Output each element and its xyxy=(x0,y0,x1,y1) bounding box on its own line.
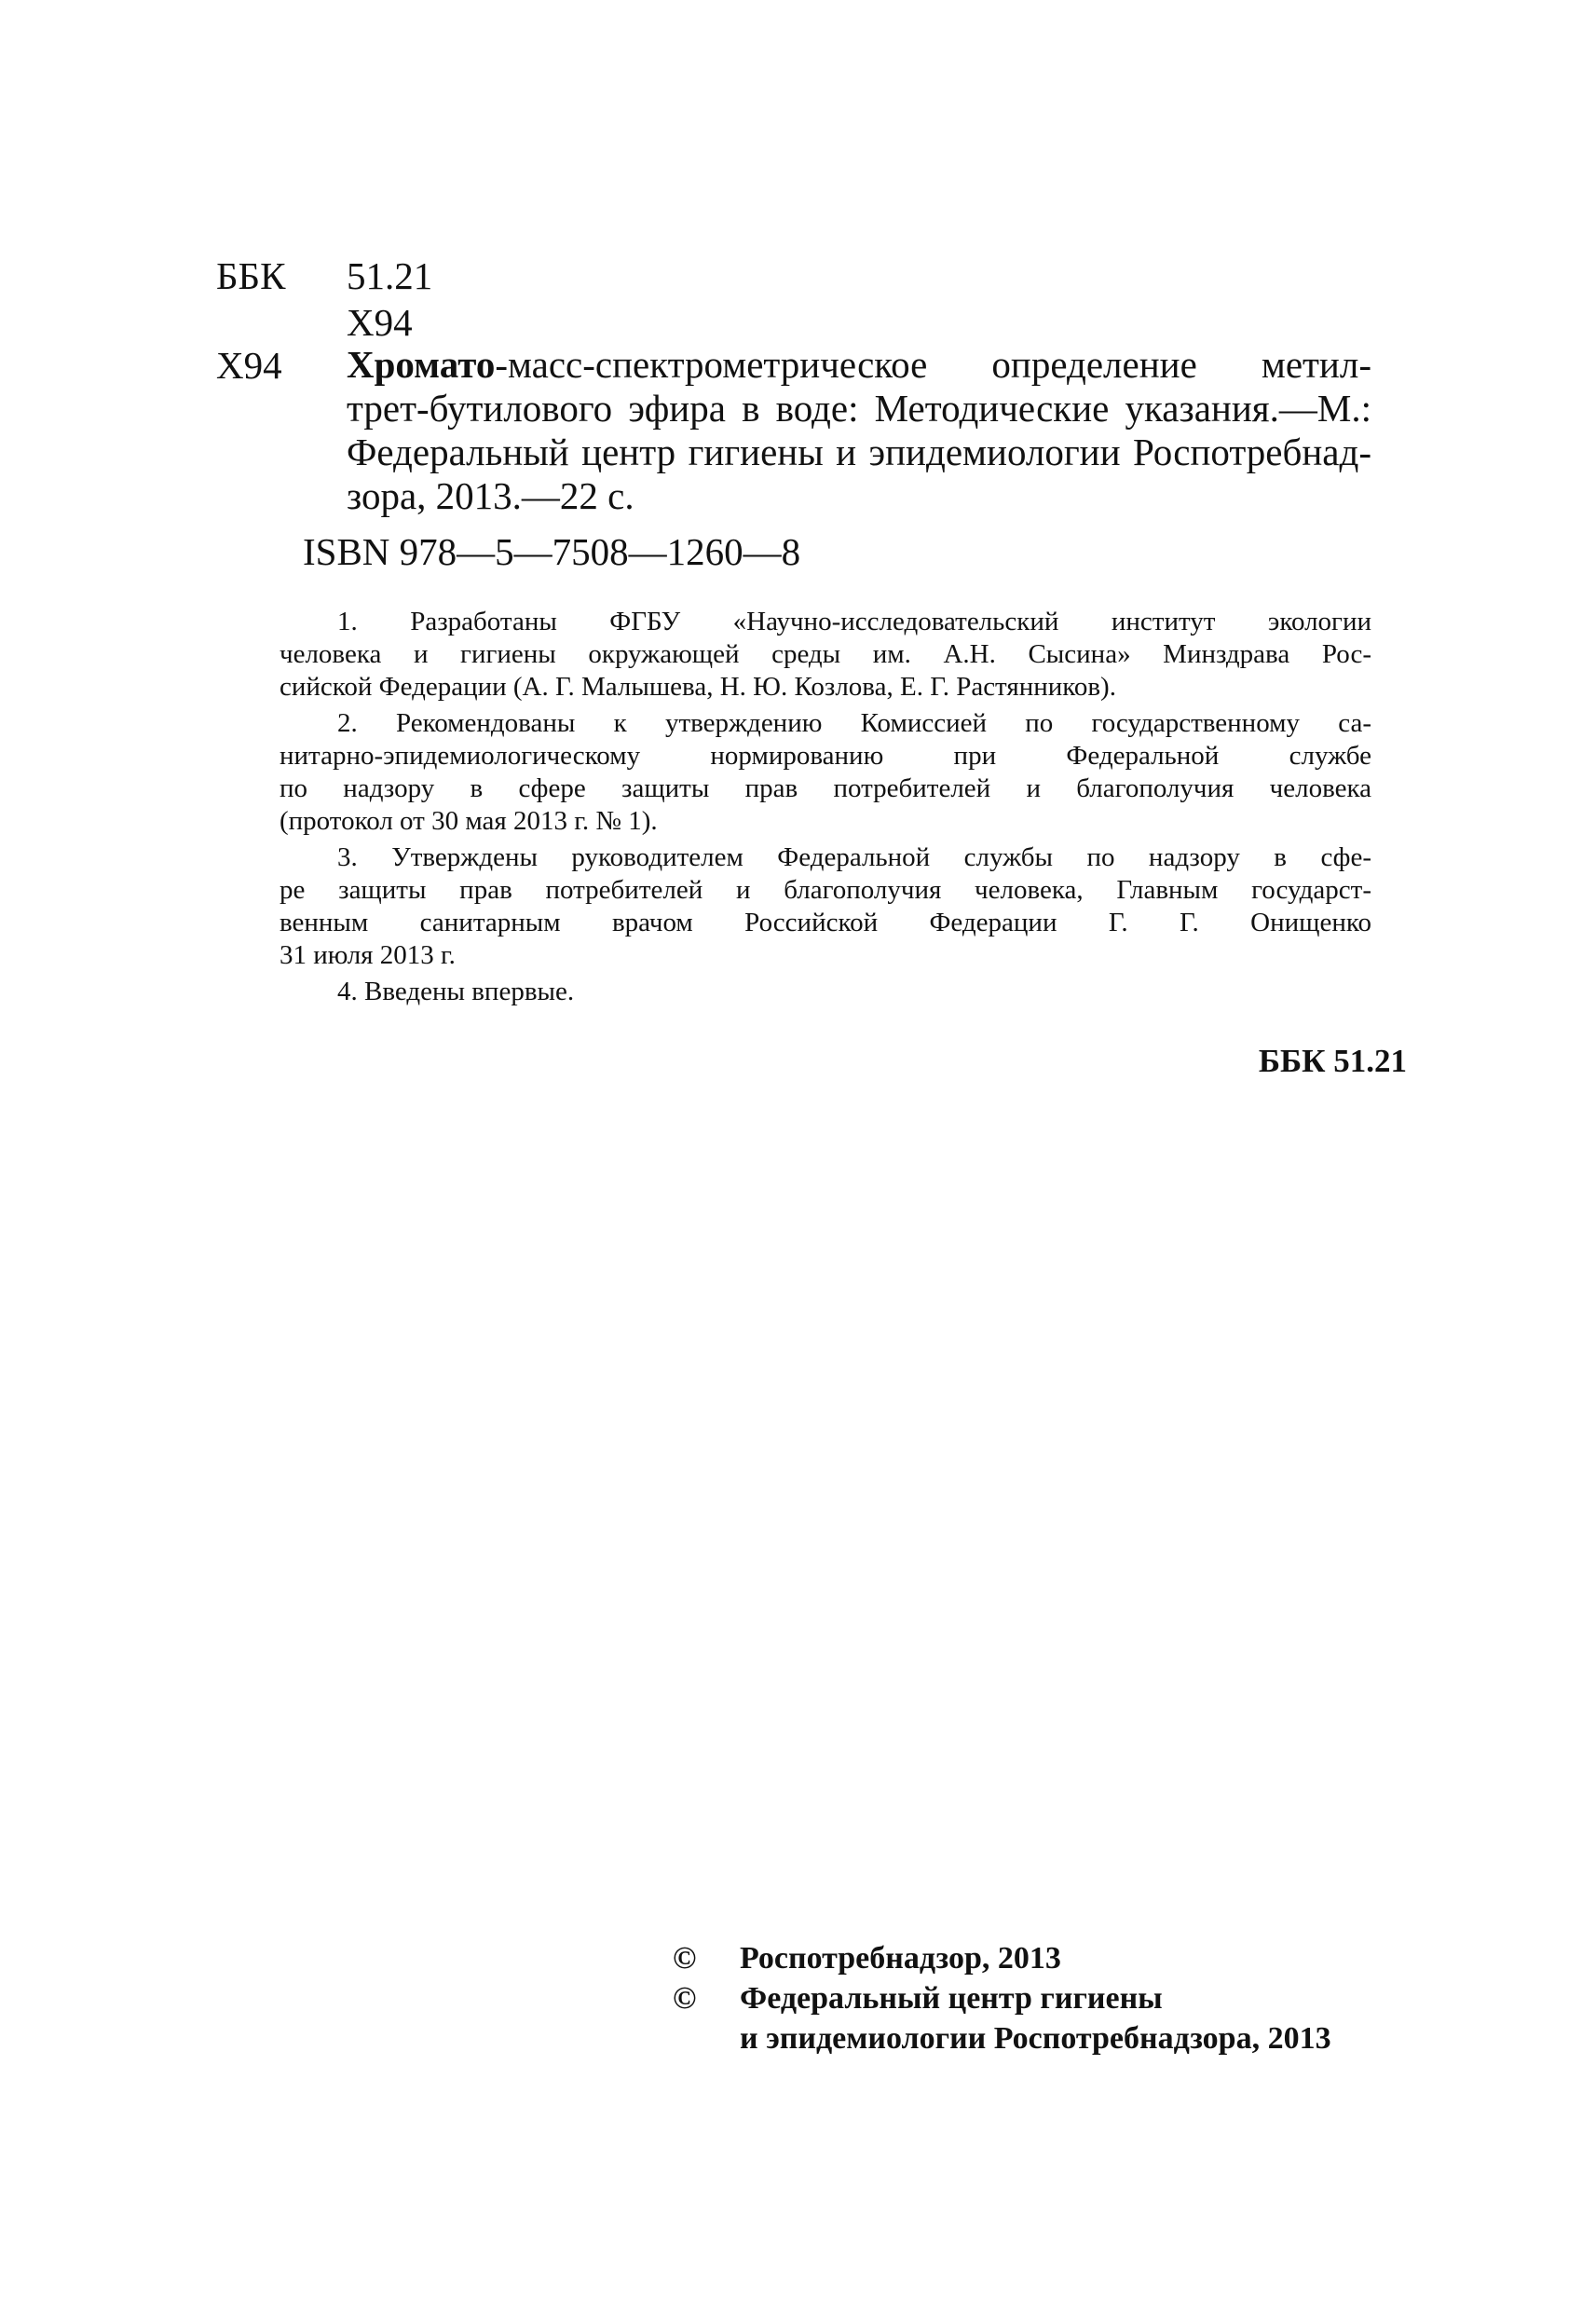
copyright-holder-2: Федеральный центр гигиены xyxy=(740,1981,1163,2016)
note-line: 1. Разработаны ФГБУ «Научно-исследовательский институт экологии xyxy=(337,607,1371,636)
note-3 xyxy=(280,841,1371,972)
bbk-classification: ББК 51.21 xyxy=(1258,1043,1407,1079)
note-line: нитарно-эпидемиологическому нормированию при Федеральной службе xyxy=(280,741,1371,771)
note-line: 4. Введены впервые. xyxy=(337,977,575,1006)
note-line: венным санитарным врачом Российской Федерации Г. Г. Онищенко xyxy=(280,908,1371,937)
bbk-label: ББК xyxy=(216,254,286,297)
biblio-line-1-rest: -масс-спектрометрическое определение метил- xyxy=(495,343,1371,386)
biblio-line-1 xyxy=(347,343,1371,387)
copyright-icon: © xyxy=(673,1941,697,1976)
note-line: 3. Утверждены руководителем Федеральной службы по надзору в сфе- xyxy=(337,842,1371,872)
isbn: ISBN 978—5—7508—1260—8 xyxy=(303,530,801,573)
note-line: ре защиты прав потребителей и благополучия человека, Главным государст- xyxy=(280,875,1371,905)
author-sign: Х94 xyxy=(347,301,413,344)
title-bold: Хромато xyxy=(347,343,496,386)
bibliographic-description xyxy=(347,343,1371,518)
note-line: (протокол от 30 мая 2013 г. № 1). xyxy=(280,806,658,836)
bbk-code: 51.21 xyxy=(347,254,433,297)
copyright-holder-1: Роспотребнадзор, 2013 xyxy=(740,1941,1061,1976)
note-line: 31 июля 2013 г. xyxy=(280,940,456,970)
note-line: человека и гигиены окружающей среды им. А.Н. Сысина» Минздрава Рос- xyxy=(280,639,1371,669)
note-4 xyxy=(280,976,1371,1008)
biblio-line-3: Федеральный центр гигиены и эпидемиологии Роспотребнад- xyxy=(347,431,1371,473)
copyright-row-1 xyxy=(673,1938,1331,1978)
note-2 xyxy=(280,707,1371,838)
copyright-holder-2-cont: и эпидемиологии Роспотребнадзора, 2013 xyxy=(740,2021,1331,2056)
copyright-block xyxy=(673,1938,1331,2058)
copyright-row-2 xyxy=(673,1978,1331,2018)
biblio-line-2: трет-бутилового эфира в воде: Методические указания.—М.: xyxy=(347,387,1371,430)
note-line: по надзору в сфере защиты прав потребителей и благополучия человека xyxy=(280,773,1371,803)
copyright-icon: © xyxy=(673,1981,697,2016)
author-sign-left: Х94 xyxy=(216,344,282,387)
note-1 xyxy=(280,606,1371,704)
notes-list xyxy=(280,606,1371,1012)
note-line: сийской Федерации (А. Г. Малышева, Н. Ю. Козлова, Е. Г. Растянников). xyxy=(280,672,1116,702)
note-line: 2. Рекомендованы к утверждению Комиссией по государственному са- xyxy=(337,708,1371,738)
biblio-line-4: зора, 2013.—22 с. xyxy=(347,474,634,517)
